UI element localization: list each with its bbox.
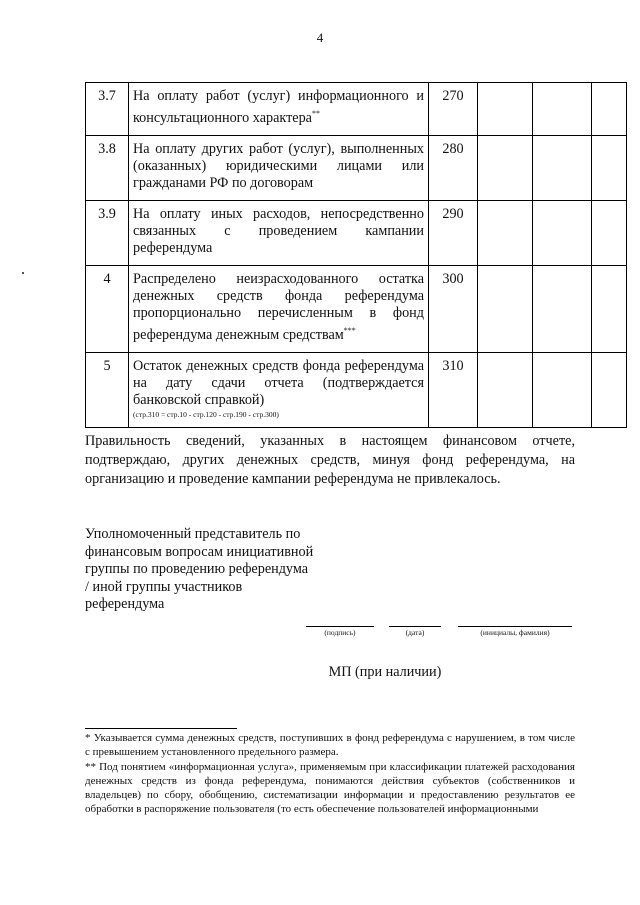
financial-report-table: [85, 82, 627, 428]
row-number: 5: [86, 353, 129, 428]
footnotes: [85, 731, 575, 817]
footnote-marker: ***: [343, 326, 356, 335]
row-description: На оплату других работ (услуг), выполненных (оказанных) юридическими лицами или гражданами РФ по договорам: [133, 141, 424, 191]
footnote-1: * Указывается сумма денежных средств, поступивших в фонд референдума с нарушением, в том числе с превышением установленного предельного размера.: [85, 732, 575, 759]
table-row: [86, 201, 627, 266]
date-caption: (дата): [405, 628, 425, 637]
empty-value-cell: [478, 83, 533, 136]
row-description-cell: [129, 83, 429, 136]
row-number: 3.9: [86, 201, 129, 266]
table-row: [86, 266, 627, 353]
empty-value-cell: [478, 201, 533, 266]
row-description: Остаток денежных средств фонда референдума на дату сдачи отчета (подтверждается банковской справкой): [133, 358, 424, 408]
empty-value-cell: [592, 266, 627, 353]
page-number: 4: [316, 30, 324, 45]
empty-value-cell: [533, 83, 592, 136]
row-number: 3.7: [86, 83, 129, 136]
row-description: На оплату иных расходов, непосредственно связанных с проведением кампании референдума: [133, 206, 424, 256]
table-row: [86, 353, 627, 428]
empty-value-cell: [533, 266, 592, 353]
scan-artifact: [22, 272, 24, 274]
date-line: [389, 626, 441, 627]
empty-value-cell: [592, 201, 627, 266]
signature-caption: (подпись): [324, 628, 356, 637]
row-code: 280: [429, 136, 478, 201]
authorized-representative-label: Уполномоченный представитель по финансовым вопросам инициативной группы по проведению референдума / иной группы участников референдума: [85, 526, 314, 612]
row-formula: (стр.310 = стр.10 - стр.120 - стр.190 - стр.300): [133, 410, 279, 419]
report-table-body: [86, 83, 627, 428]
empty-value-cell: [592, 83, 627, 136]
row-code: 290: [429, 201, 478, 266]
row-description-cell: [129, 353, 429, 428]
footnote-divider: [85, 728, 237, 729]
empty-value-cell: [533, 353, 592, 428]
seal-placeholder: МП (при наличии): [328, 664, 442, 680]
row-code: 270: [429, 83, 478, 136]
table-row: [86, 136, 627, 201]
name-line: [458, 626, 572, 627]
row-code: 310: [429, 353, 478, 428]
signature-line: [306, 626, 374, 627]
empty-value-cell: [478, 266, 533, 353]
row-number: 3.8: [86, 136, 129, 201]
row-description-cell: [129, 136, 429, 201]
row-description-cell: [129, 266, 429, 353]
empty-value-cell: [533, 201, 592, 266]
row-description: На оплату работ (услуг) информационного и консультационного характера: [133, 88, 424, 126]
empty-value-cell: [478, 136, 533, 201]
row-description-cell: [129, 201, 429, 266]
row-description: Распределено неизрасходованного остатка денежных средств фонда референдума пропорционально перечисленным в фонд референдума денежным средствам: [133, 271, 424, 343]
empty-value-cell: [592, 136, 627, 201]
table-row: [86, 83, 627, 136]
footnote-marker: **: [311, 109, 320, 118]
row-code: 300: [429, 266, 478, 353]
empty-value-cell: [592, 353, 627, 428]
empty-value-cell: [478, 353, 533, 428]
footnote-2: ** Под понятием «информационная услуга», применяемым при классификации платежей расходования денежных средств из фонда референдума, понимаются действия субъектов (собственников и владельцев) по сбору, обобщению, систематизации информации и предоставлению результатов ее обработки в распоряжение пользователя (то есть обеспечение пользователей информационными: [85, 760, 575, 816]
empty-value-cell: [533, 136, 592, 201]
confirmation-statement: Правильность сведений, указанных в настоящем финансовом отчете, подтверждаю, других денежных средств, минуя фонд референдума, на организацию и проведение кампании референдума не привлекалось.: [85, 433, 575, 487]
name-caption: (инициалы, фамилия): [480, 628, 550, 637]
row-number: 4: [86, 266, 129, 353]
